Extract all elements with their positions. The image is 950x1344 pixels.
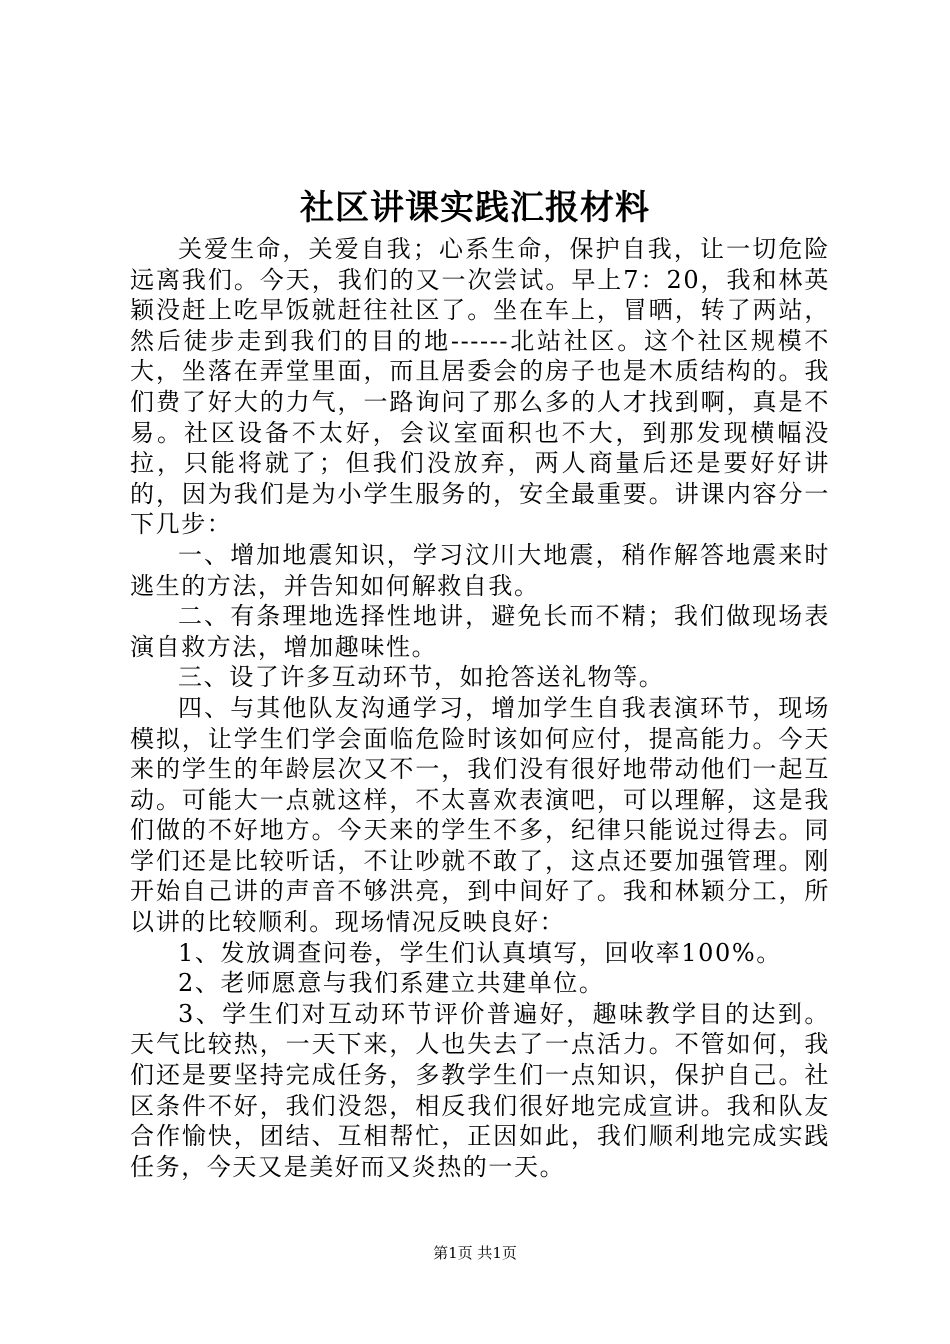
page-footer: 第1页 共1页 [433,1244,517,1262]
document-title: 社区讲课实践汇报材料 [300,188,650,228]
paragraph-feedback-2: 2、老师愿意与我们系建立共建单位。 [178,969,605,998]
paragraph-feedback-1: 1、发放调查问卷，学生们认真填写，回收率100%。 [178,938,782,967]
paragraph-step-4: 四、与其他队友沟通学习，增加学生自我表演环节，现场模拟，让学生们学会面临危险时该如何应付，提高能力。今天来的学生的年龄层次又不一，我们没有很好地带动他们一起互动。可能大一点就这样，不太喜欢表演吧，可以理解，这是我们做的不好地方。今天来的学生不多，纪律只能说过得去。同学们还是比较听话，不让吵就不敢了，这点还要加强管理。刚开始自己讲的声音不够洪亮，到中间好了。我和林颖分工，所以讲的比较顺利。现场情况反映良好： [130,693,830,937]
paragraph-intro: 关爱生命，关爱自我；心系生命，保护自我，让一切危险远离我们。今天，我们的又一次尝试。早上7：20，我和林英颖没赶上吃早饭就赶往社区了。坐在车上，冒晒，转了两站，然后徒步走到我们的目的地------北站社区。这个社区规模不大，坐落在弄堂里面，而且居委会的房子也是木质结构的。我们费了好大的力气，一路询问了那么多的人才找到啊，真是不易。社区设备不太好，会议室面积也不大，到那发现横幅没拉，只能将就了；但我们没放弃，两人商量后还是要好好讲的，因为我们是为小学生服务的，安全最重要。讲课内容分一下几步： [130,235,830,539]
paragraph-step-3: 三、设了许多互动环节，如抢答送礼物等。 [178,663,665,692]
paragraph-step-1: 一、增加地震知识，学习汶川大地震，稍作解答地震来时逃生的方法，并告知如何解救自我。 [130,540,830,600]
document-body [130,234,830,1182]
paragraph-step-2: 二、有条理地选择性地讲，避免长而不精；我们做现场表演自救方法，增加趣味性。 [130,602,830,661]
paragraph-feedback-3: 3、学生们对互动环节评价普遍好，趣味教学目的达到。天气比较热，一天下来，人也失去了一点活力。不管如何，我们还是要坚持完成任务，多教学生们一点知识，保护自己。社区条件不好，我们没怨，相反我们很好地完成宣讲。我和队友合作愉快，团结、互相帮忙，正因如此，我们顺利地完成实践任务，今天又是美好而又炎热的一天。 [130,999,830,1181]
